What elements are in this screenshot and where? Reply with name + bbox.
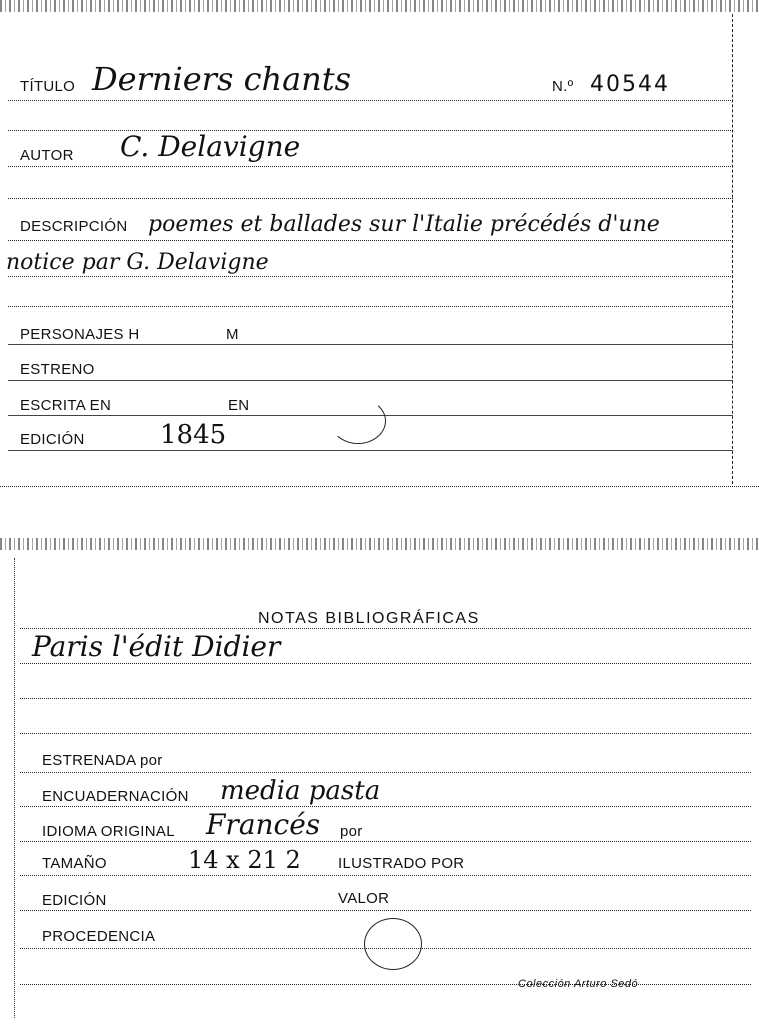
notas-value: Paris l'édit Didier	[32, 630, 281, 663]
numero-label: N.º	[552, 78, 574, 95]
rule-encuadernacion	[20, 806, 751, 807]
en-label: EN	[228, 397, 250, 414]
rule-estreno	[8, 380, 733, 381]
rule-idioma	[20, 841, 751, 842]
rule-notas-1	[20, 628, 751, 629]
notas-heading: NOTAS BIBLIOGRÁFICAS	[258, 610, 480, 627]
valor-label: VALOR	[338, 890, 390, 907]
rule-tamano	[20, 875, 751, 876]
por-label: por	[340, 823, 363, 840]
escrita-en-label: ESCRITA EN	[20, 397, 112, 414]
rule-titulo	[8, 100, 733, 101]
rule-descripcion-1	[8, 240, 733, 241]
rule-notas-4	[20, 733, 751, 734]
rule-edicion	[8, 450, 733, 451]
rule-notas-3	[20, 698, 751, 699]
titulo-value: Derniers chants	[92, 60, 352, 98]
personajes-m-label: M	[226, 326, 239, 343]
rule-bottom-front	[0, 486, 759, 487]
edicion-label: EDICIÓN	[20, 431, 85, 448]
rule-blank-3	[8, 306, 733, 307]
rule-autor	[8, 166, 733, 167]
edicion-back-label: EDICIÓN	[42, 892, 107, 909]
rule-descripcion-2	[8, 276, 733, 277]
ilustrado-label: ILUSTRADO POR	[338, 855, 465, 872]
rule-notas-2	[20, 663, 751, 664]
estreno-label: ESTRENO	[20, 361, 95, 378]
autor-value: C. Delavigne	[120, 130, 301, 163]
tamano-label: TAMAÑO	[42, 855, 107, 872]
encuadernacion-label: ENCUADERNACIÓN	[42, 788, 189, 805]
card-right-border	[732, 14, 733, 484]
descripcion-label: DESCRIPCIÓN	[20, 218, 128, 235]
personajes-label: PERSONAJES H	[20, 326, 140, 343]
rule-edicion-back	[20, 910, 751, 911]
descripcion-value-line2: notice par G. Delavigne	[6, 250, 269, 275]
descripcion-value-line1: poemes et ballades sur l'Italie précédés d'une	[148, 212, 660, 237]
rule-blank-2	[8, 198, 733, 199]
titulo-label: TÍTULO	[20, 78, 76, 95]
tamano-value: 14 x 21 2	[188, 846, 301, 874]
encuadernacion-value: media pasta	[220, 776, 381, 806]
numero-value: 40544	[590, 72, 670, 97]
rule-blank-1	[8, 130, 733, 131]
edicion-value: 1845	[160, 420, 227, 450]
catalog-card-front	[0, 0, 759, 494]
idioma-label: IDIOMA ORIGINAL	[42, 823, 175, 840]
circle-stamp-back	[364, 918, 422, 970]
catalog-card-back	[0, 538, 759, 1028]
collection-mark: Colección Arturo Sedó	[518, 978, 639, 990]
card-left-border	[14, 558, 15, 1018]
rule-bottom-back	[20, 984, 751, 985]
torn-top-edge	[0, 0, 759, 12]
torn-top-edge-back	[0, 538, 759, 550]
rule-personajes	[8, 344, 733, 345]
idioma-value: Francés	[206, 808, 321, 841]
estrenada-label: ESTRENADA por	[42, 752, 163, 769]
procedencia-label: PROCEDENCIA	[42, 928, 156, 945]
circle-stamp-mark	[330, 398, 386, 444]
autor-label: AUTOR	[20, 147, 74, 164]
rule-estrenada	[20, 772, 751, 773]
